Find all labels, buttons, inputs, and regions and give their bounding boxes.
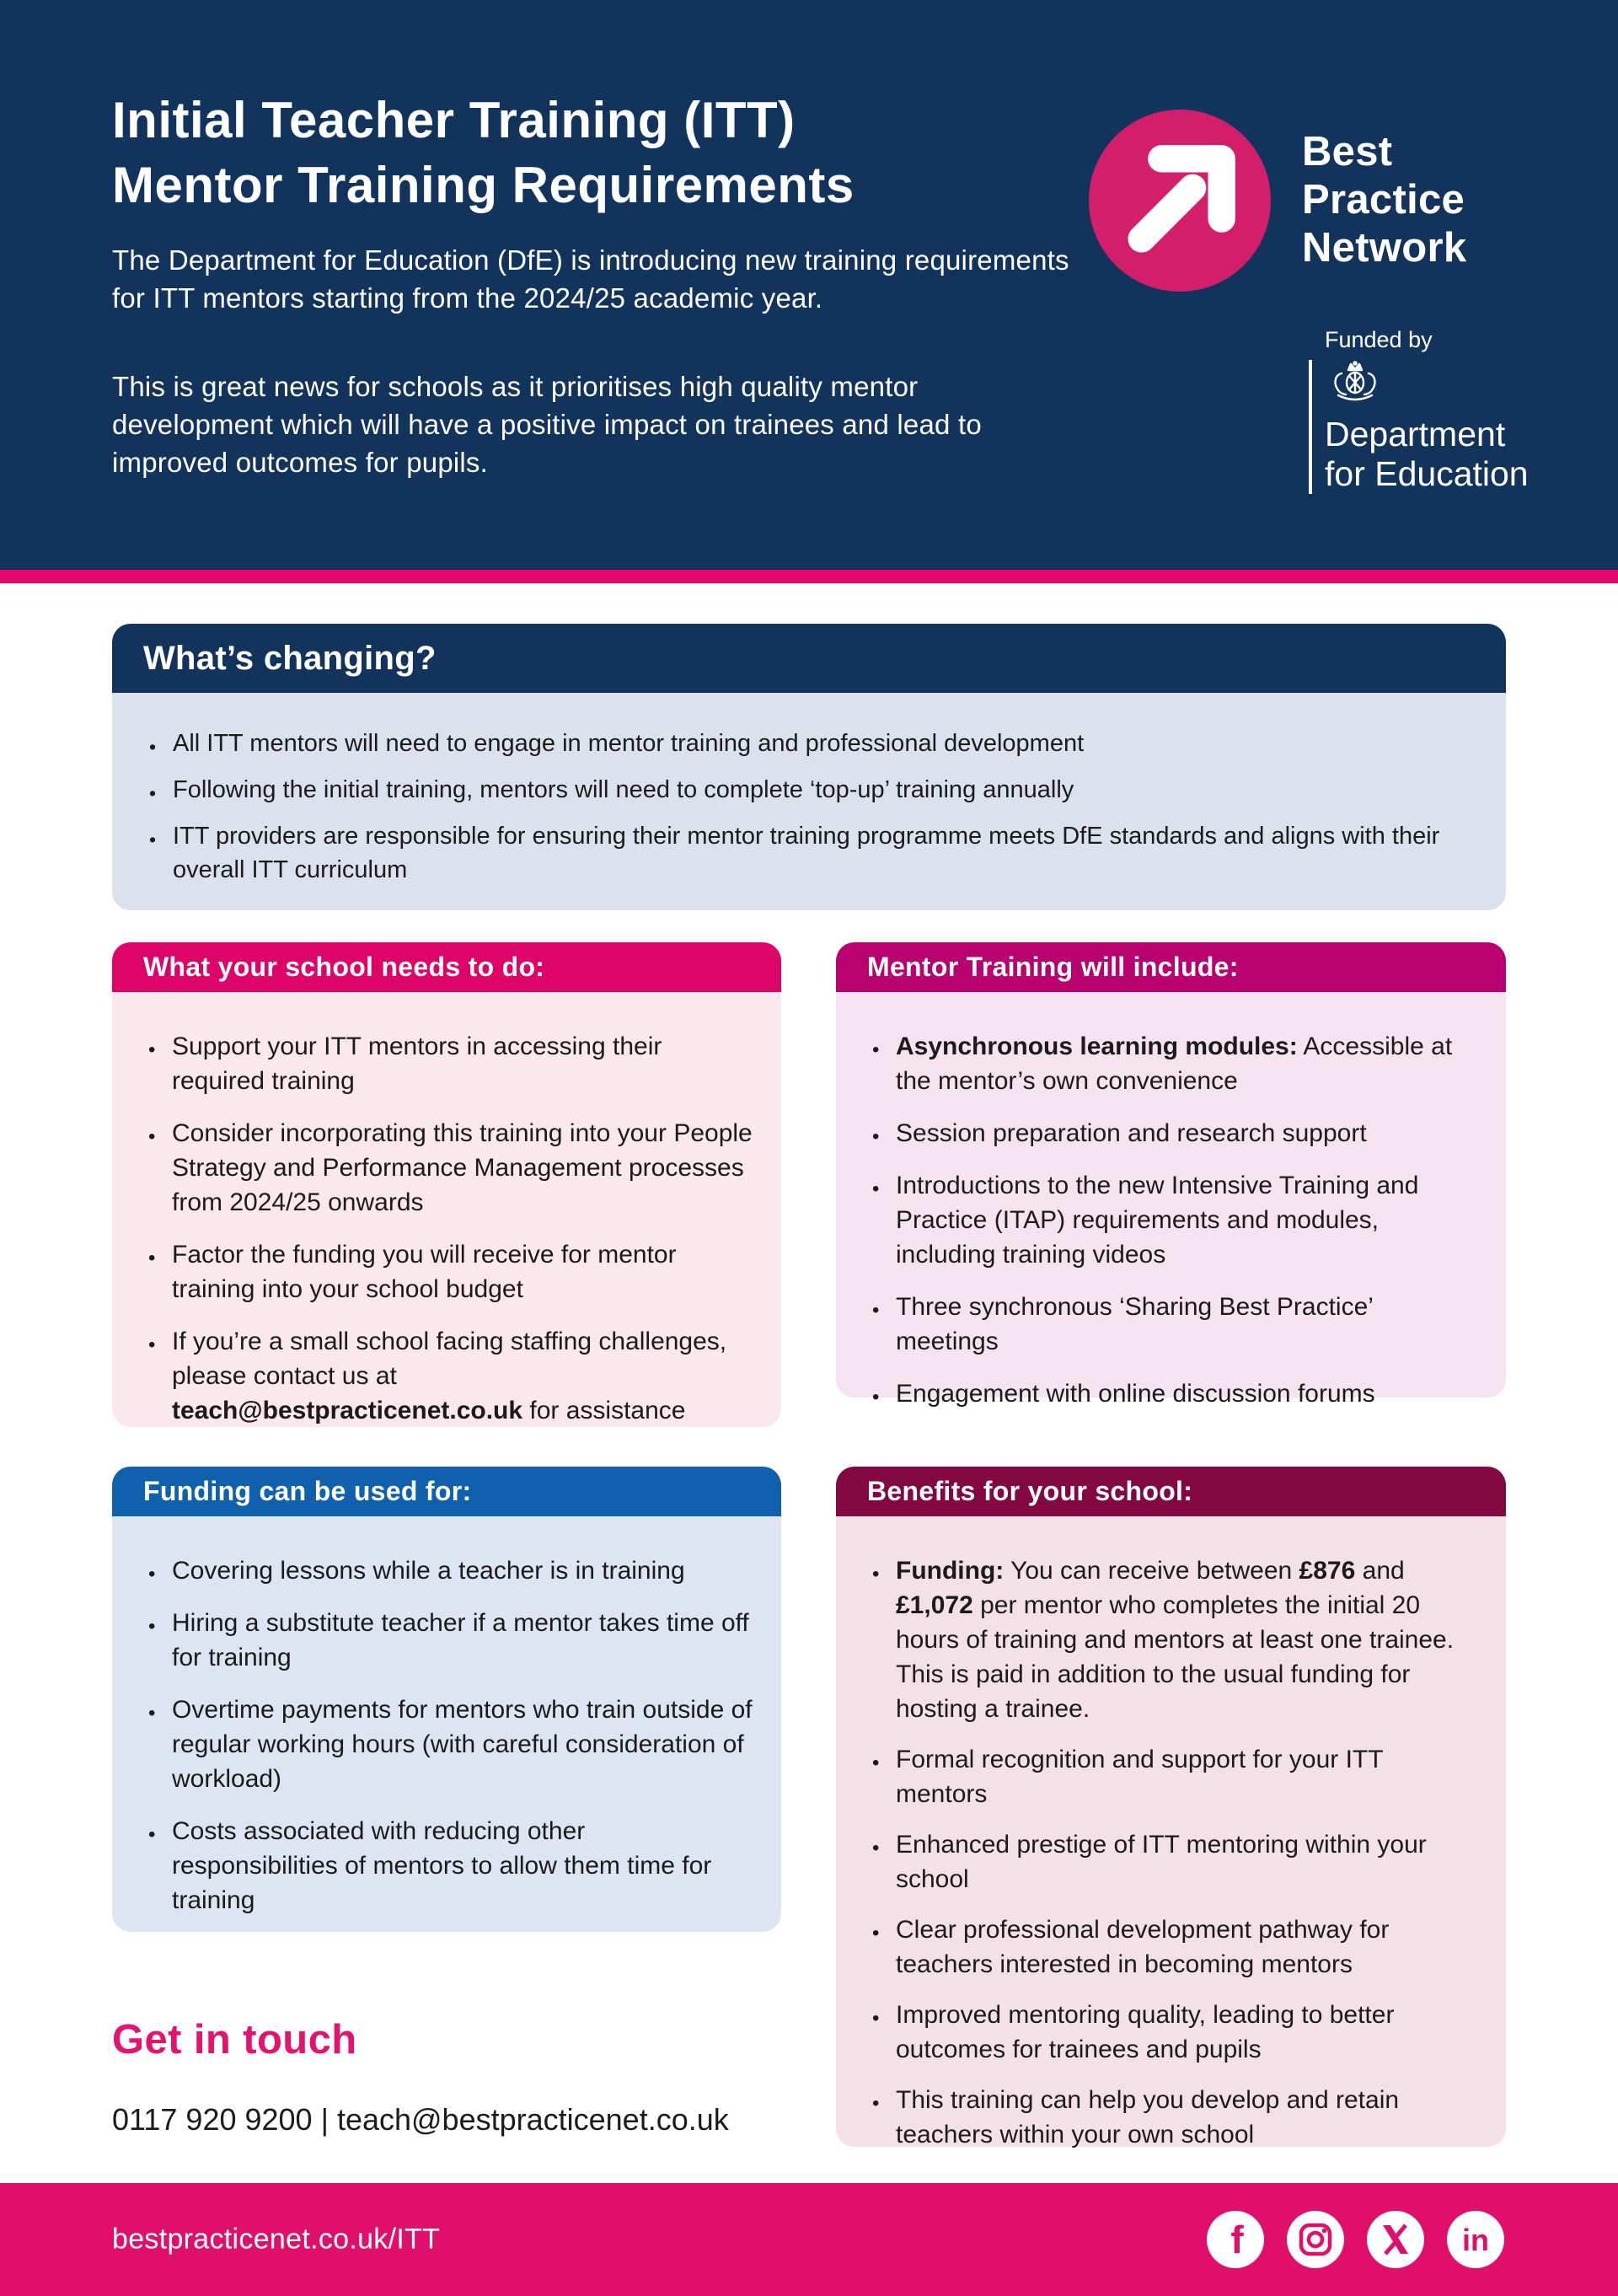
page-title (112, 88, 855, 217)
school-needs-card (112, 942, 781, 1427)
school-needs-title: What your school needs to do: (143, 952, 545, 982)
mentor-training-list (866, 1029, 1477, 1411)
bullet-item: • Introductions to the new Intensive Training and Practice (ITAP) requirements and modules, including training videos (866, 1168, 1477, 1272)
page-title-line1: Initial Teacher Training (ITT) (112, 92, 796, 148)
dfe-word-department: Department (1325, 415, 1506, 453)
funding-use-body (112, 1516, 781, 1932)
bullet-item: • Factor the funding you will receive for mentor training into your school budget (142, 1237, 753, 1306)
linkedin-icon[interactable] (1447, 2211, 1504, 2268)
school-needs-header (112, 942, 781, 992)
bpn-word-practice: Practice (1302, 177, 1465, 223)
whats-changing-card (112, 624, 1506, 910)
bullet-item: • Formal recognition and support for your ITT mentors (866, 1742, 1477, 1811)
dfe-crest-icon (1325, 360, 1385, 407)
page-title-line2: Mentor Training Requirements (112, 157, 855, 213)
bpn-logo-circle (1089, 110, 1271, 292)
hero-header (0, 0, 1618, 570)
funding-use-header (112, 1467, 781, 1516)
facebook-icon[interactable] (1207, 2211, 1264, 2268)
bullet-item: • Overtime payments for mentors who train outside of regular working hours (with careful consideration of workload) (142, 1692, 753, 1796)
whats-changing-header (112, 624, 1506, 693)
bullet-item: • Funding: You can receive between £876 and £1,072 per mentor who completes the initial 20 hours of training and mentors at least one trainee. This is paid in addition to the usual funding for hosting a trainee. (866, 1553, 1477, 1726)
pink-divider-stripe (0, 570, 1618, 583)
svg-text:in: in (1462, 2223, 1489, 2257)
footer-bar (0, 2183, 1618, 2296)
bullet-item: • Asynchronous learning modules: Accessible at the mentor’s own convenience (866, 1029, 1477, 1098)
contact-email[interactable]: teach@bestpracticenet.co.uk (336, 2102, 729, 2137)
bullet-item: • Improved mentoring quality, leading to better outcomes for trainees and pupils (866, 1998, 1477, 2067)
bpn-logo-wordmark (1302, 128, 1466, 272)
funded-by-label: Funded by (1325, 327, 1433, 352)
get-in-touch-heading: Get in touch (112, 2017, 357, 2063)
bullet-item: • If you’re a small school facing staffing challenges, please contact us at teach@bestpracticenet.co.uk for assistance (142, 1324, 753, 1428)
bullet-item: • Covering lessons while a teacher is in training (142, 1553, 753, 1588)
bullet-item: • Three synchronous ‘Sharing Best Practice’ meetings (866, 1290, 1477, 1359)
social-icons-group (1207, 2211, 1504, 2268)
bullet-item: • Session preparation and research support (866, 1116, 1477, 1151)
bullet-item: • Consider incorporating this training into your People Strategy and Performance Management processes from 2024/25 onwards (142, 1116, 753, 1220)
whats-changing-list (143, 727, 1472, 887)
bullet-item: • Hiring a substitute teacher if a mentor takes time off for training (142, 1606, 753, 1675)
bpn-arrow-icon (1089, 110, 1271, 292)
bullet-item: • Clear professional development pathway for teachers interested in becoming mentors (866, 1912, 1477, 1982)
mentor-training-card (836, 942, 1506, 1408)
x-icon[interactable] (1367, 2211, 1424, 2268)
whats-changing-title: What’s changing? (143, 639, 437, 677)
dfe-wordmark (1325, 415, 1529, 494)
mentor-training-body (836, 992, 1506, 1408)
dfe-word-for-education: for Education (1325, 454, 1529, 493)
svg-text:f: f (1230, 2218, 1244, 2261)
bullet-item: • Costs associated with reducing other responsibilities of mentors to allow them time for training (142, 1814, 753, 1918)
benefits-list (866, 1553, 1477, 2152)
bullet-item: • This training can help you develop and retain teachers within your own school (866, 2083, 1477, 2152)
bpn-word-best: Best (1302, 129, 1393, 174)
school-needs-list (142, 1029, 753, 1428)
contact-separator: | (320, 2102, 329, 2137)
bullet-item: • Engagement with online discussion forums (866, 1376, 1477, 1411)
instagram-icon[interactable] (1287, 2211, 1344, 2268)
bullet-item: • Support your ITT mentors in accessing their required training (142, 1029, 753, 1098)
benefits-body (836, 1516, 1506, 2147)
benefits-header (836, 1467, 1506, 1516)
bullet-item: • All ITT mentors will need to engage in mentor training and professional development (143, 727, 1472, 760)
whats-changing-body (112, 693, 1506, 910)
mentor-training-header (836, 942, 1506, 992)
benefits-title: Benefits for your school: (867, 1476, 1193, 1506)
mentor-training-title: Mentor Training will include: (867, 952, 1239, 982)
contact-line (112, 2102, 729, 2138)
funding-use-title: Funding can be used for: (143, 1476, 472, 1506)
bullet-item: • ITT providers are responsible for ensuring their mentor training programme meets DfE standards and aligns with their overall ITT curriculum (143, 819, 1472, 887)
bpn-word-network: Network (1302, 225, 1467, 271)
school-needs-body (112, 992, 781, 1427)
dfe-vertical-rule (1309, 360, 1312, 494)
hero-intro-paragraph: The Department for Education (DfE) is introducing new training requirements for ITT mentors starting from the 2024/25 academic year. (112, 244, 1069, 314)
dfe-funded-by-logo (1309, 327, 1529, 494)
funding-use-card (112, 1467, 781, 1932)
funding-use-list (142, 1553, 753, 1918)
bullet-item: • Following the initial training, mentors will need to complete ‘top-up’ training annually (143, 773, 1472, 807)
bullet-item: • Enhanced prestige of ITT mentoring within your school (866, 1827, 1477, 1896)
contact-phone: 0117 920 9200 (112, 2102, 313, 2137)
hero-benefit-paragraph: This is great news for schools as it prioritises high quality mentor development which will have a positive impact on trainees and lead to improved outcomes for pupils. (112, 371, 982, 478)
footer-url[interactable]: bestpracticenet.co.uk/ITT (112, 2223, 441, 2256)
benefits-card (836, 1467, 1506, 2147)
